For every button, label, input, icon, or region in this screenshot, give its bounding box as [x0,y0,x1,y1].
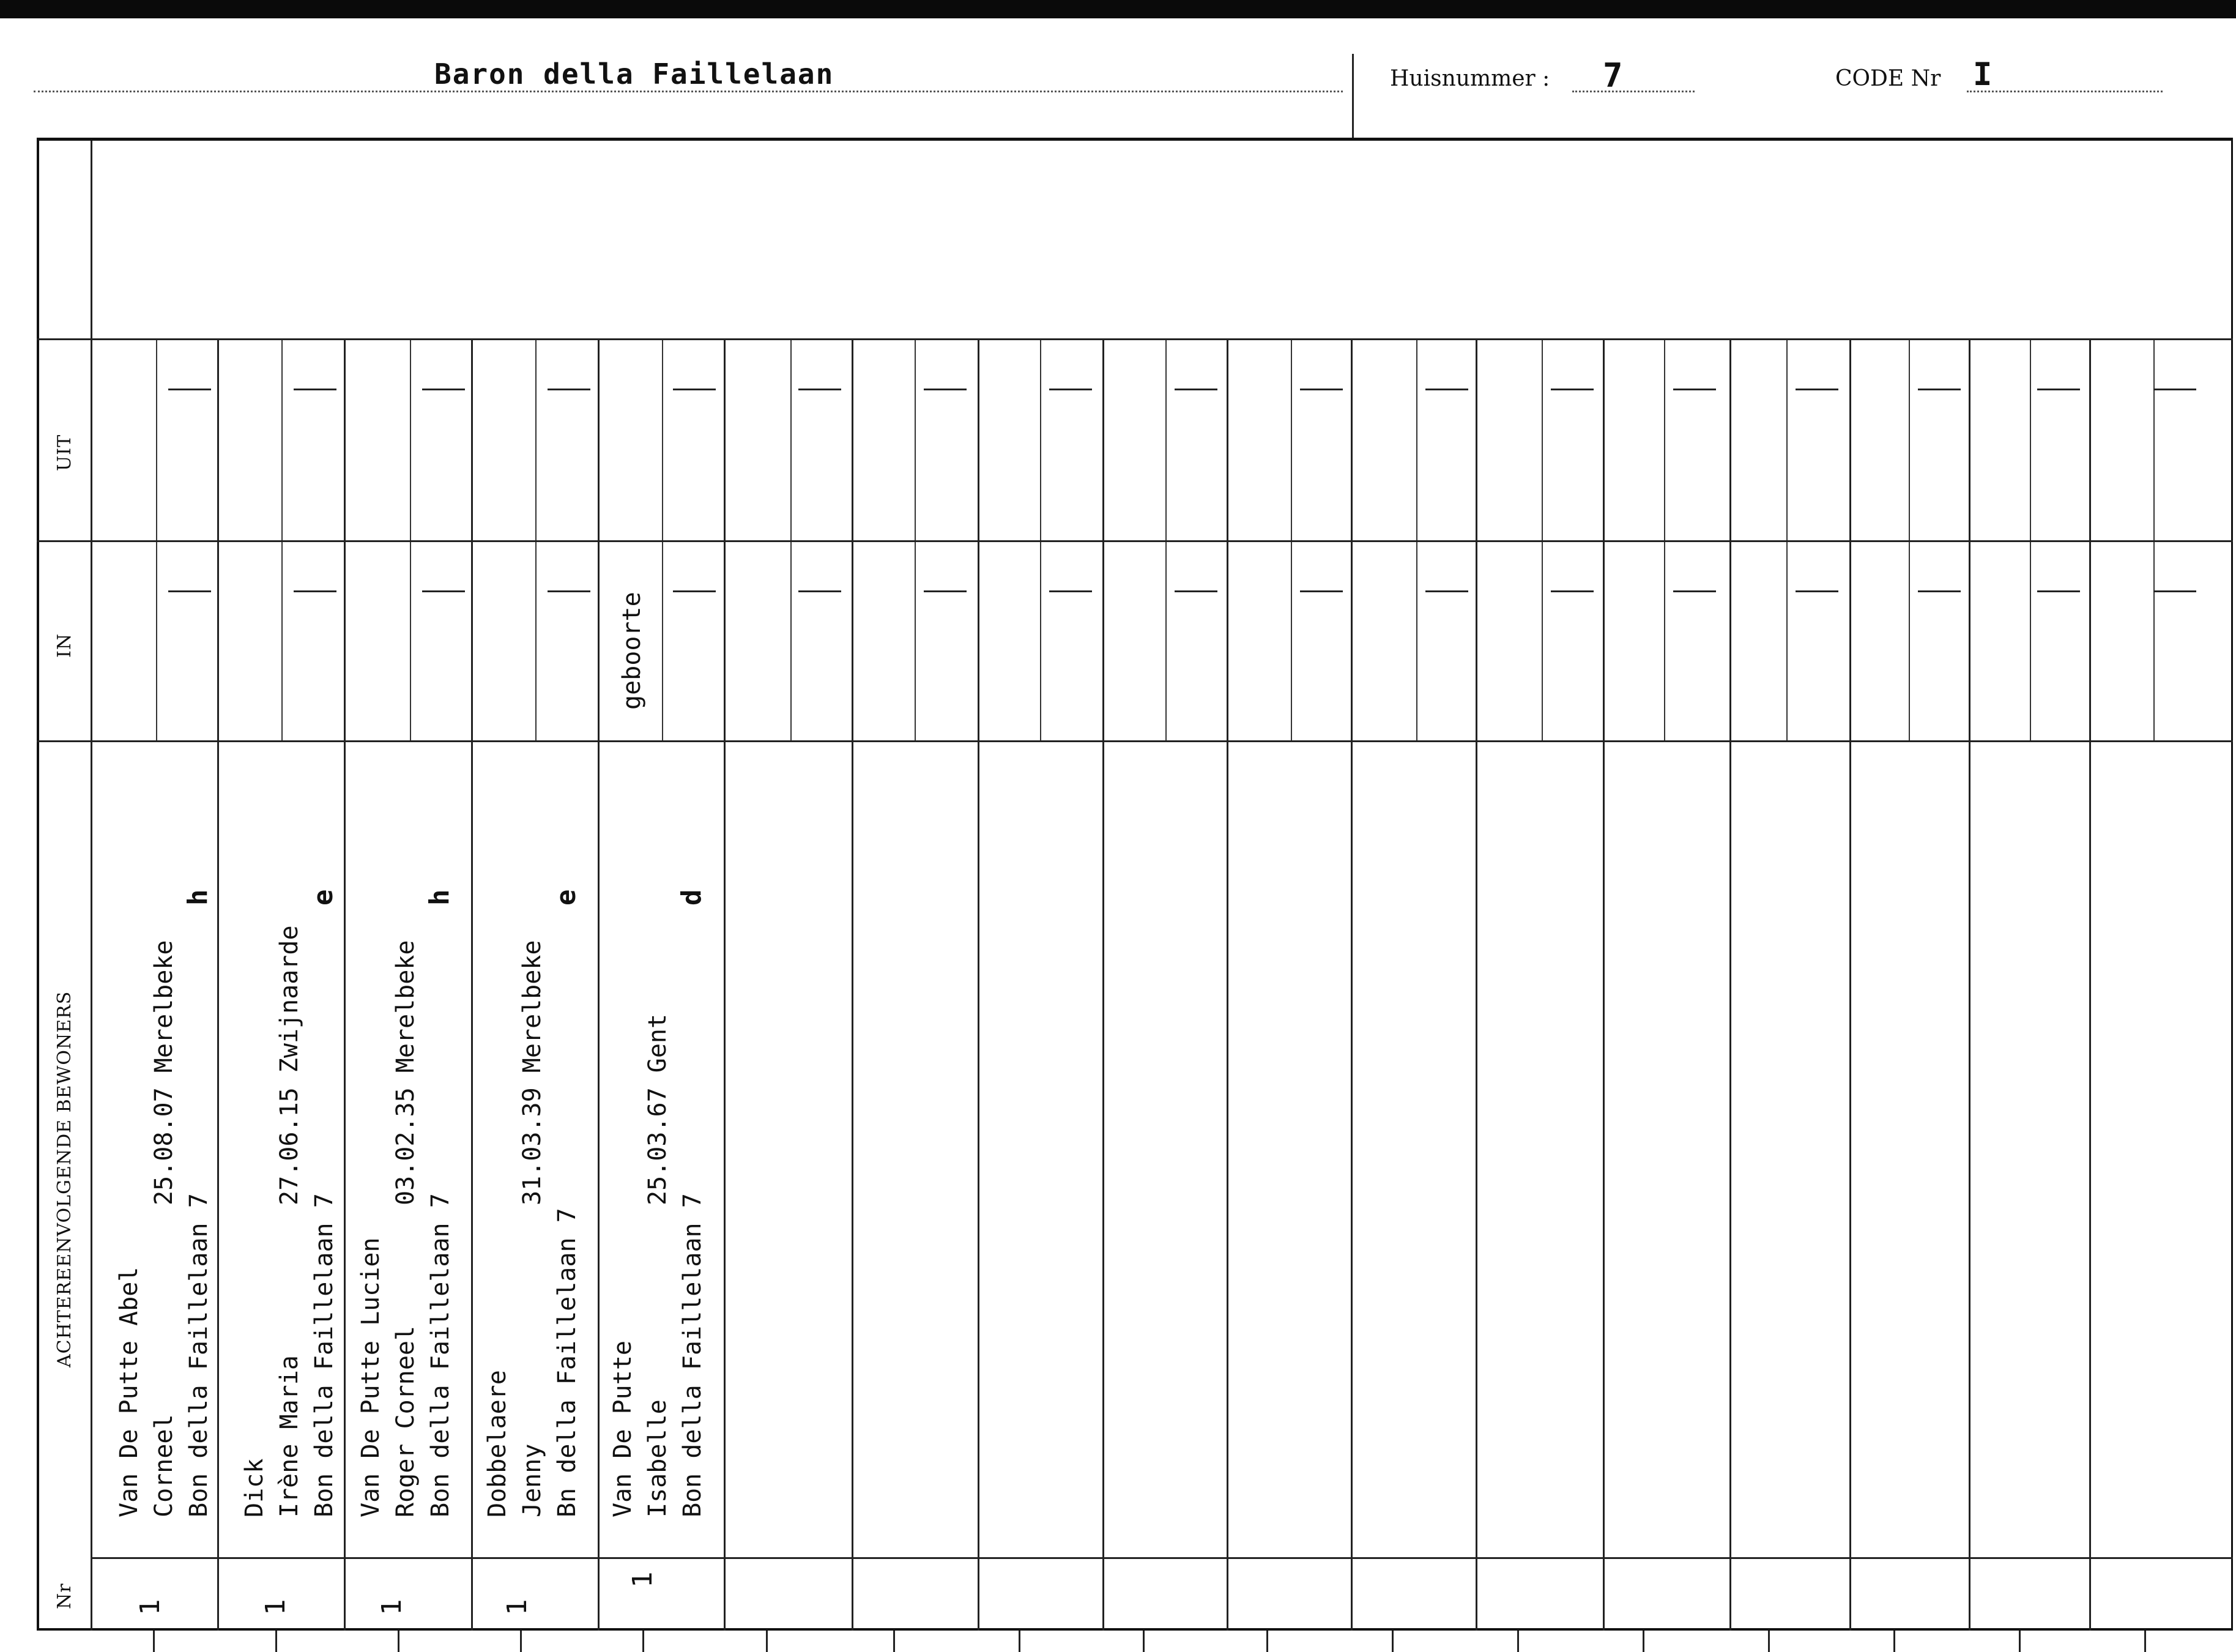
bottom-tick-mark [1643,1631,1644,1652]
huisnummer-value: 7 [1603,56,1623,95]
row-label-uit: UIT [54,434,75,471]
sub-divider-in [1040,542,1041,740]
uit-dash-mark [1300,389,1343,390]
row-divider-bewoners-top [37,740,2233,742]
resident-firstnames: Jenny [518,1443,546,1517]
sub-divider-uit [1909,340,1910,540]
sub-divider-uit [1165,340,1167,540]
bottom-tick-mark [1517,1631,1519,1652]
resident-name: Dick [240,1458,269,1517]
bottom-tick-mark [766,1631,768,1652]
resident-nr-5: 1 [627,1571,658,1588]
sub-divider-in [1291,542,1292,740]
in-dash-mark [1049,590,1092,592]
column-divider [217,338,219,1631]
column-divider [1729,338,1731,1631]
resident-entry-4 [480,889,585,1517]
in-dash-mark [1796,590,1838,592]
in-dash-mark [798,590,841,592]
street-dotted-line [34,91,1343,92]
row-divider-uit-top [37,338,2233,340]
code-dotted-line [1967,91,2163,92]
row-label-nr: Nr [54,1583,75,1609]
column-divider [1603,338,1605,1631]
huisnummer-label: Huisnummer : [1390,66,1550,91]
column-divider [1227,338,1228,1631]
in-dash-mark [2153,590,2196,592]
in-dash-mark [1300,590,1343,592]
sub-divider-in [281,542,283,740]
in-dash-mark [2037,590,2080,592]
bottom-tick-mark [1019,1631,1020,1652]
resident-firstnames: Corneel [150,1414,178,1517]
bottom-tick-mark [275,1631,277,1652]
resident-address: Bn della Faillelaan 7 [553,1208,581,1517]
sub-divider-in [2030,542,2031,740]
bottom-tick-mark [520,1631,522,1652]
bottom-tick-mark [398,1631,399,1652]
uit-dash-mark [422,389,465,390]
resident-birth: 27.06.15 Zwijnaarde [275,925,303,1205]
bottom-tick-mark [1893,1631,1895,1652]
in-dash-mark [1918,590,1961,592]
resident-name: Van De Putte Lucien [357,1237,385,1517]
resident-address: Bon della Faillelaan 7 [310,1193,338,1517]
code-value: I [1973,56,1993,93]
column-divider [1351,338,1353,1631]
sub-divider-in [662,542,663,740]
bottom-tick-mark [2019,1631,2021,1652]
row-divider-in-top [37,540,2233,542]
uit-dash-mark [798,389,841,390]
resident-gender: d [676,889,707,906]
sub-divider-in [1786,542,1788,740]
column-divider [471,338,473,1631]
uit-dash-mark [673,389,716,390]
row-label-in: IN [54,633,75,658]
in-dash-mark [422,590,465,592]
huisnummer-dotted-line [1572,91,1695,92]
resident-birth: 25.03.67 Gent [644,1013,672,1205]
uit-dash-mark [1673,389,1716,390]
sub-divider-uit [1291,340,1292,540]
resident-entry-2 [237,889,342,1517]
bottom-tick-mark [893,1631,895,1652]
bottom-tick-mark [153,1631,155,1652]
in-dash-mark [168,590,211,592]
resident-birth: 25.08.07 Merelbeke [150,940,178,1205]
sub-divider-uit [410,340,411,540]
row-divider-nr-top [92,1557,2233,1559]
header-separator [1352,54,1354,140]
sub-divider-in [410,542,411,740]
column-divider [852,338,853,1631]
street-name: Baron della Faillelaan [434,58,834,91]
bottom-tick-mark [642,1631,644,1652]
resident-gender: h [182,889,214,906]
sub-divider-in [1664,542,1665,740]
resident-name: Van De Putte Abel [115,1267,143,1517]
resident-gender: e [308,889,339,906]
resident-firstnames: Isabelle [644,1399,672,1517]
resident-address: Bon della Faillelaan 7 [185,1193,213,1517]
sub-divider-uit [2030,340,2031,540]
resident-birth: 31.03.39 Merelbeke [518,940,546,1205]
resident-firstnames: Irène Maria [275,1355,303,1517]
sub-divider-in [1542,542,1543,740]
bottom-tick-mark [2144,1631,2146,1652]
street-header [37,54,1340,92]
bottom-tick-mark [1768,1631,1770,1652]
in-dash-mark [924,590,967,592]
in-reason-geboorte: geboorte [618,592,646,710]
in-dash-mark [294,590,336,592]
column-divider [1476,338,1477,1631]
resident-gender: e [551,889,582,906]
code-label: CODE Nr [1835,66,1941,91]
column-divider [978,338,979,1631]
in-dash-mark [548,590,590,592]
column-divider [344,338,346,1631]
sub-divider-uit [1664,340,1665,540]
sub-divider-uit [790,340,792,540]
bottom-tick-mark [1266,1631,1268,1652]
sub-divider-in [1909,542,1910,740]
resident-entry-1 [112,889,217,1517]
uit-dash-mark [1551,389,1594,390]
sub-divider-uit [156,340,157,540]
uit-dash-mark [2037,389,2080,390]
in-dash-mark [1425,590,1468,592]
sub-divider-in [535,542,537,740]
uit-dash-mark [924,389,967,390]
label-column-divider [91,141,92,1631]
resident-name: Dobbelaere [483,1370,511,1517]
resident-entry-5 [606,889,710,1517]
uit-dash-mark [1425,389,1468,390]
resident-nr-1: 1 [135,1599,166,1615]
sub-divider-uit [2153,340,2155,540]
resident-nr-2: 1 [260,1599,291,1615]
sub-divider-in [790,542,792,740]
row-label-bewoners: ACHTEREENVOLGENDE BEWONERS [54,991,75,1367]
sub-divider-uit [1542,340,1543,540]
resident-address: Bon della Faillelaan 7 [678,1193,707,1517]
resident-nr-3: 1 [376,1599,407,1615]
scan-top-edge [0,0,2236,18]
column-divider [724,338,726,1631]
sub-divider-uit [1416,340,1417,540]
column-divider [1849,338,1851,1631]
in-dash-mark [1551,590,1594,592]
sub-divider-uit [1786,340,1788,540]
sub-divider-in [915,542,916,740]
sub-divider-in [2153,542,2155,740]
uit-dash-mark [548,389,590,390]
sub-divider-uit [535,340,537,540]
uit-dash-mark [294,389,336,390]
sub-divider-uit [662,340,663,540]
resident-nr-4: 1 [502,1599,533,1615]
sub-divider-in [156,542,157,740]
sub-divider-in [1165,542,1167,740]
resident-address: Bon della Faillelaan 7 [426,1193,455,1517]
resident-gender: h [424,889,455,906]
resident-entry-3 [354,889,458,1517]
resident-firstnames: Roger Corneel [392,1325,420,1517]
sub-divider-in [1416,542,1417,740]
column-divider [1969,338,1970,1631]
column-divider [598,338,600,1631]
uit-dash-mark [1049,389,1092,390]
uit-dash-mark [1918,389,1961,390]
sub-divider-uit [915,340,916,540]
bottom-tick-mark [1143,1631,1145,1652]
column-divider [2089,338,2091,1631]
in-dash-mark [1175,590,1217,592]
resident-name: Van De Putte [609,1341,637,1517]
resident-birth: 03.02.35 Merelbeke [392,940,420,1205]
uit-dash-mark [2153,389,2196,390]
uit-dash-mark [1796,389,1838,390]
in-dash-mark [1673,590,1716,592]
uit-dash-mark [168,389,211,390]
column-divider [1102,338,1104,1631]
uit-dash-mark [1175,389,1217,390]
bottom-tick-mark [1392,1631,1394,1652]
sub-divider-uit [281,340,283,540]
in-dash-mark [673,590,716,592]
sub-divider-uit [1040,340,1041,540]
